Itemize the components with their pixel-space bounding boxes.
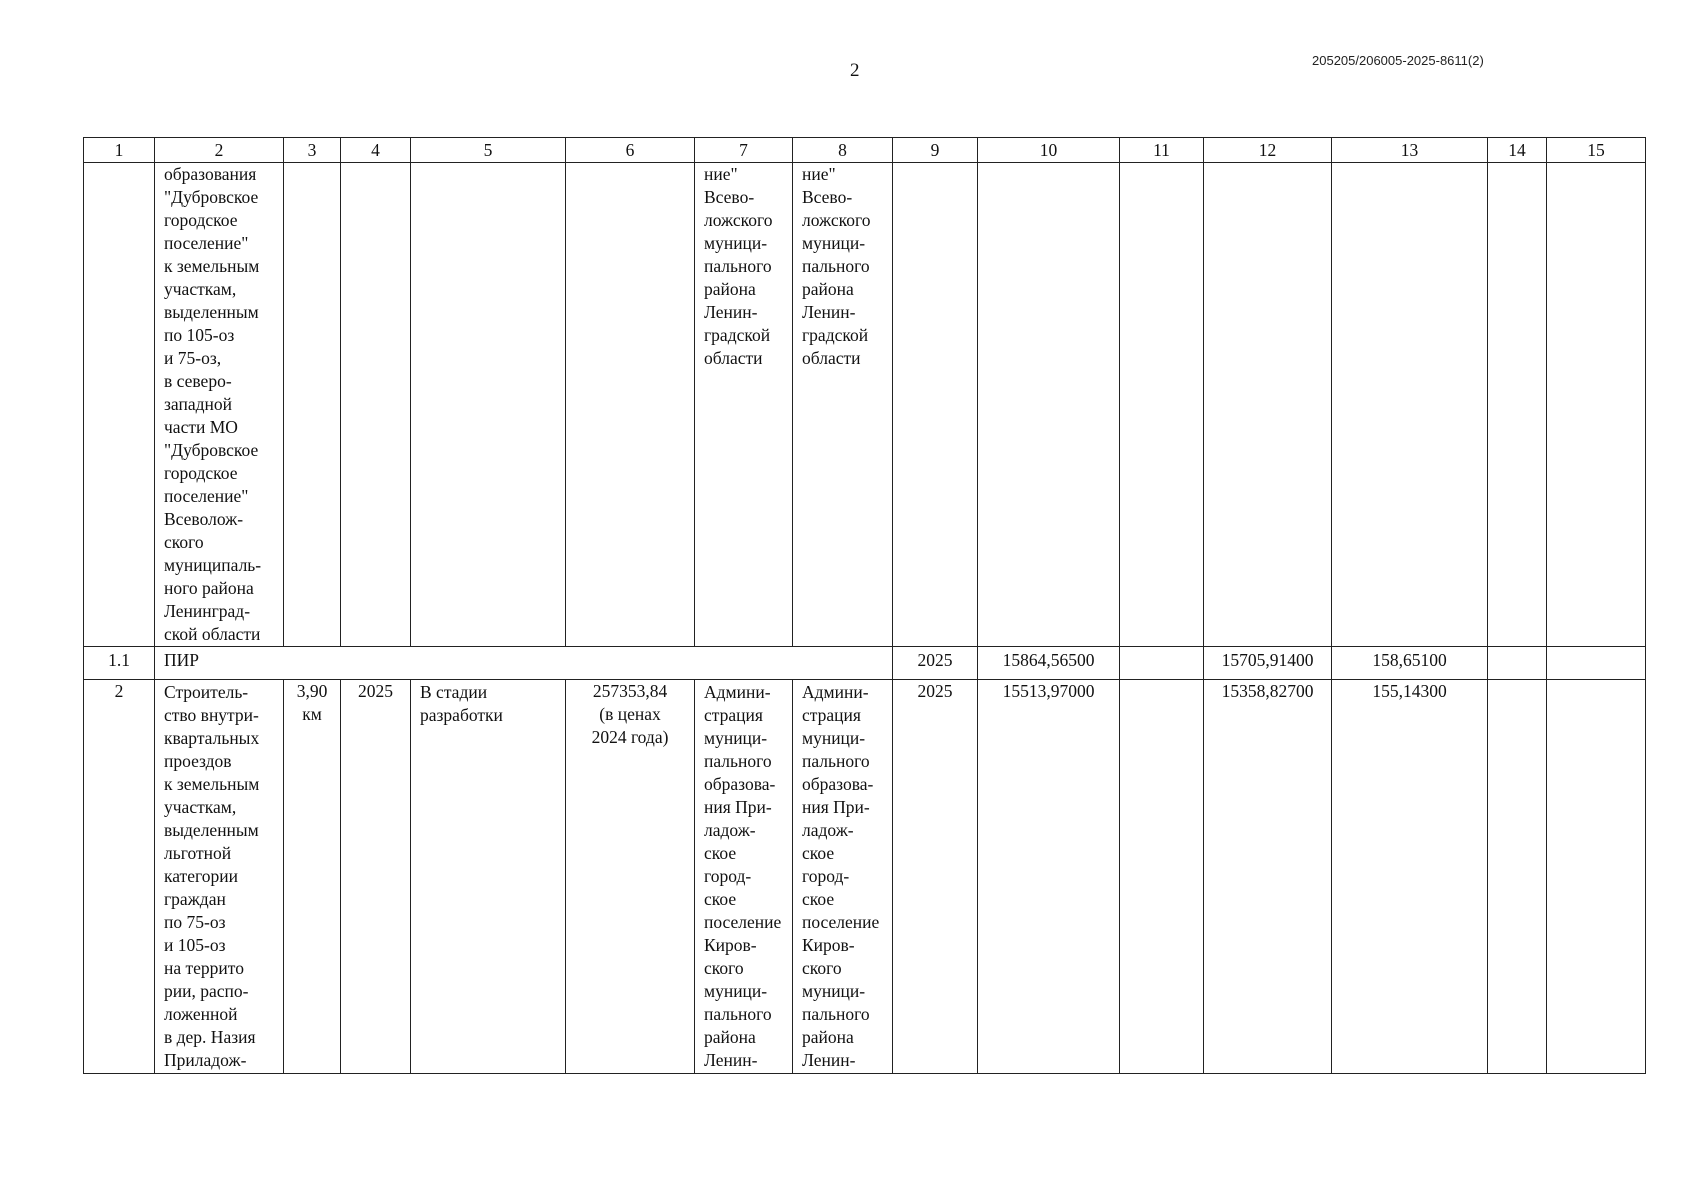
table-cell — [1488, 163, 1547, 647]
row-number-cell: 2 — [84, 680, 155, 1074]
table-cell — [1488, 647, 1547, 680]
column-header: 3 — [284, 138, 341, 163]
amount-cell: 15513,97000 — [978, 680, 1120, 1074]
table-cell — [1547, 163, 1646, 647]
register-table — [83, 137, 1646, 1074]
table-cell — [1547, 680, 1646, 1074]
column-header: 7 — [695, 138, 793, 163]
column-header: 9 — [893, 138, 978, 163]
document-id: 205205/206005-2025-8611(2) — [1312, 53, 1484, 68]
year-cell: 2025 — [893, 647, 978, 680]
customer-cell: Админи- страция муници- пального образова- ния При- ладож- ское город- ское поселение Киров- ского муници- пального района Ленин- — [695, 680, 793, 1074]
table-cell — [1204, 163, 1332, 647]
table-row-1-1 — [84, 647, 1646, 680]
column-header: 12 — [1204, 138, 1332, 163]
column-header: 6 — [566, 138, 695, 163]
capacity-cell: 3,90 км — [284, 680, 341, 1074]
table-row-2 — [84, 680, 1646, 1074]
amount-cell: 15705,91400 — [1204, 647, 1332, 680]
column-header: 4 — [341, 138, 411, 163]
header-row — [84, 138, 1646, 163]
table-cell — [411, 163, 566, 647]
table-cell — [978, 163, 1120, 647]
table-cell — [1120, 163, 1204, 647]
year-cell: 2025 — [893, 680, 978, 1074]
column-header: 11 — [1120, 138, 1204, 163]
amount-cell: 15358,82700 — [1204, 680, 1332, 1074]
object-name-cell: образования "Дубровское городское поселение" к земельным участкам, выделенным по 105-оз и 75-оз, в северо- западной части МО "Дубровское городское поселение" Всеволож- ского муниципаль- ного района Ленинград- ской области — [155, 163, 284, 647]
column-header: 2 — [155, 138, 284, 163]
table-cell — [1120, 680, 1204, 1074]
table-cell — [1120, 647, 1204, 680]
table-cell — [1547, 647, 1646, 680]
row-number-cell: 1.1 — [84, 647, 155, 680]
amount-cell: 155,14300 — [1332, 680, 1488, 1074]
column-header: 10 — [978, 138, 1120, 163]
developer-cell: ние" Всево- ложского муници- пального района Ленин- градской области — [793, 163, 893, 647]
table-cell — [341, 163, 411, 647]
object-name-cell: Строитель- ство внутри- квартальных проездов к земельным участкам, выделенным льготной категории граждан по 75-оз и 105-оз на террито рии, распо- ложенной в дер. Назия Приладож- — [155, 680, 284, 1074]
table-cell — [284, 163, 341, 647]
table-cell — [84, 163, 155, 647]
cost-cell: 257353,84 (в ценах 2024 года) — [566, 680, 695, 1074]
year-cell: 2025 — [341, 680, 411, 1074]
column-header: 1 — [84, 138, 155, 163]
column-header: 8 — [793, 138, 893, 163]
column-header: 5 — [411, 138, 566, 163]
amount-cell: 15864,56500 — [978, 647, 1120, 680]
table-cell — [893, 163, 978, 647]
customer-cell: ние" Всево- ложского муници- пального района Ленин- градской области — [695, 163, 793, 647]
table-cell — [1332, 163, 1488, 647]
developer-cell: Админи- страция муници- пального образова- ния При- ладож- ское город- ское поселение Киров- ского муници- пального района Ленин- — [793, 680, 893, 1074]
object-name-cell: ПИР — [155, 647, 893, 680]
page-number: 2 — [850, 60, 860, 81]
amount-cell: 158,65100 — [1332, 647, 1488, 680]
column-header: 14 — [1488, 138, 1547, 163]
column-header: 13 — [1332, 138, 1488, 163]
table-cell — [1488, 680, 1547, 1074]
table-cell — [566, 163, 695, 647]
status-cell: В стадии разработки — [411, 680, 566, 1074]
column-header: 15 — [1547, 138, 1646, 163]
table-row-continuation — [84, 163, 1646, 647]
